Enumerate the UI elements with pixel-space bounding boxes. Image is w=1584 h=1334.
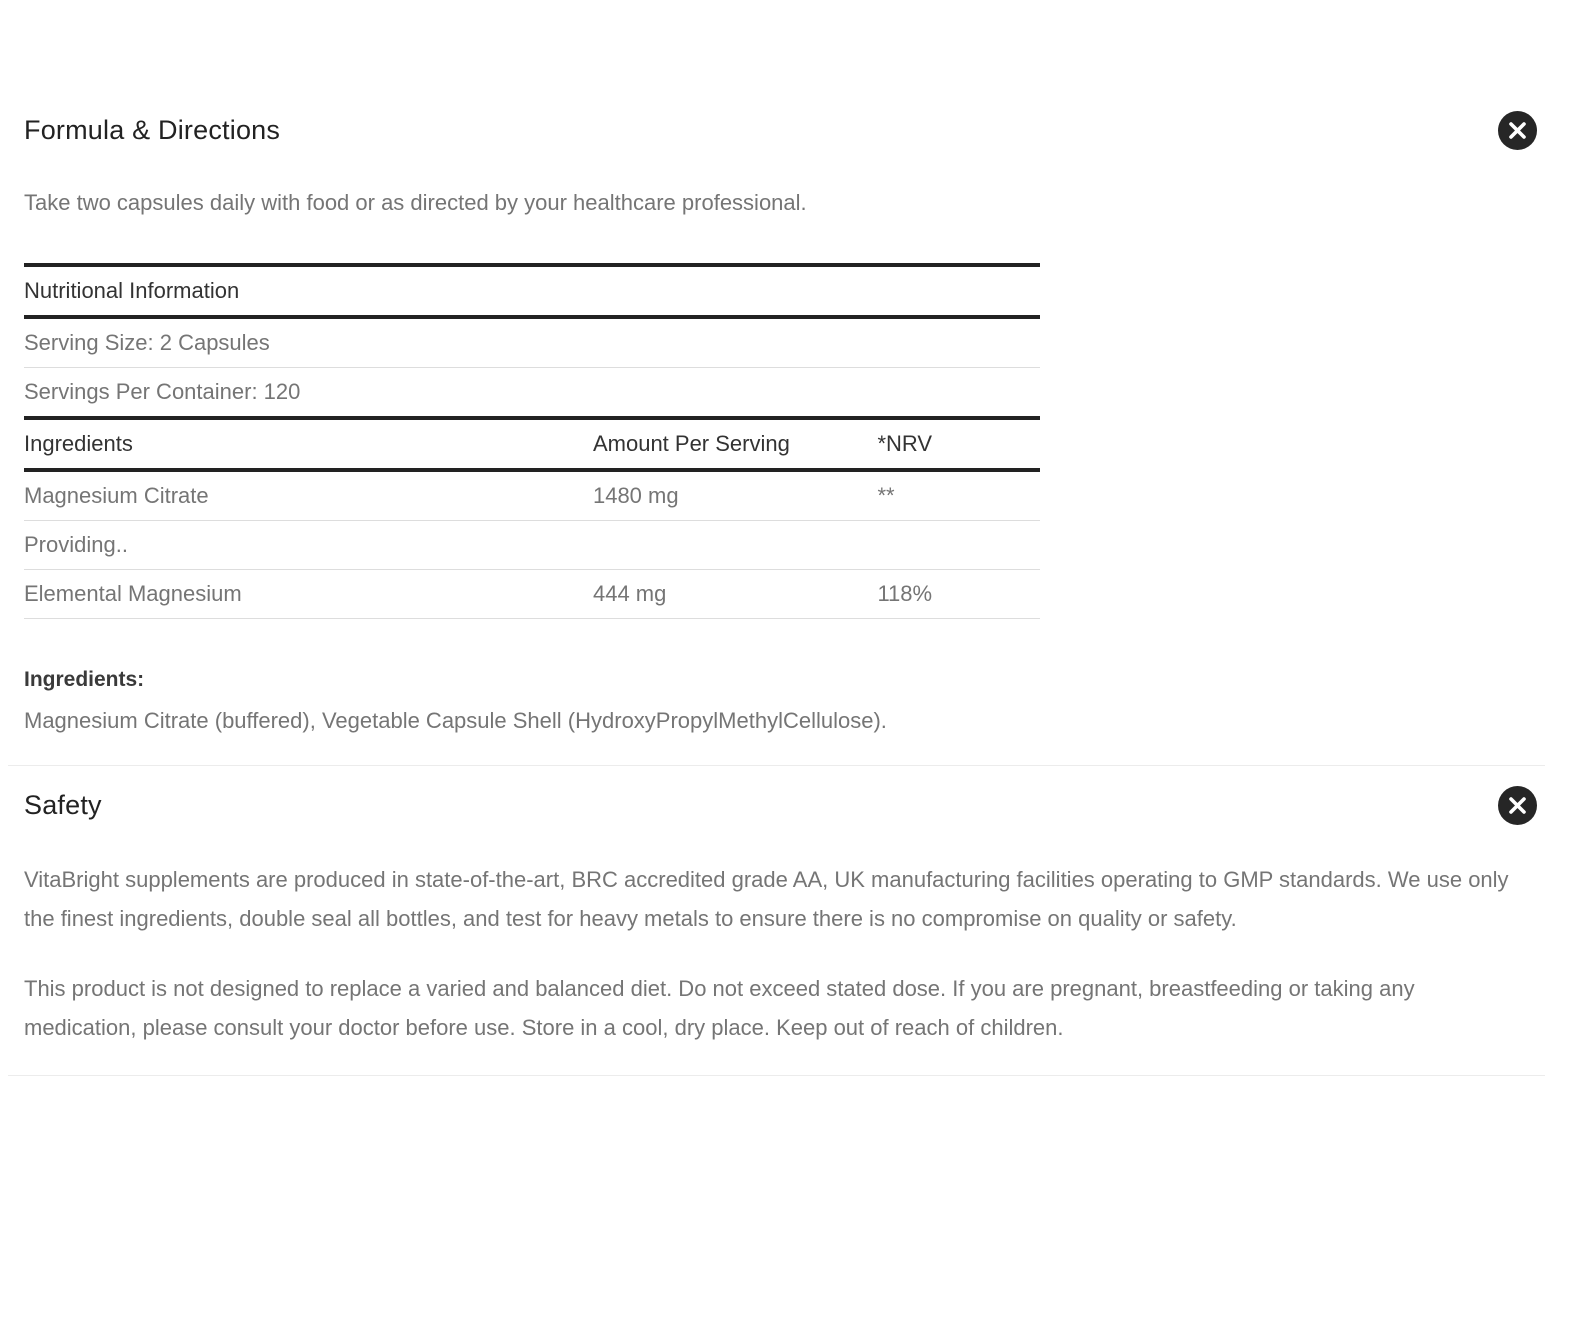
directions-text: Take two capsules daily with food or as directed by your healthcare professional. bbox=[24, 190, 807, 215]
ingredient-nrv: 118% bbox=[877, 580, 933, 606]
column-header-amount-per-serving: Amount Per Serving bbox=[592, 430, 790, 456]
serving-size-text: Serving Size: 2 Capsules bbox=[24, 329, 270, 355]
product-info-panel bbox=[0, 110, 1584, 1076]
column-header-nrv: *NRV bbox=[877, 430, 933, 456]
formula-directions-header bbox=[24, 110, 1537, 150]
ingredient-amount bbox=[593, 520, 877, 569]
servings-per-container-text: Servings Per Container: 120 bbox=[24, 378, 301, 404]
nutrition-table bbox=[24, 263, 1040, 619]
table-row bbox=[24, 569, 1040, 618]
ingredient-name: Providing.. bbox=[24, 531, 128, 557]
safety-header bbox=[24, 785, 1537, 825]
serving-size-row bbox=[24, 317, 1040, 368]
table-row bbox=[24, 470, 1040, 521]
safety-close-button[interactable] bbox=[1498, 786, 1537, 825]
nutrition-table-title: Nutritional Information bbox=[24, 277, 240, 303]
section-divider bbox=[8, 765, 1545, 766]
ingredients-text: Magnesium Citrate (buffered), Vegetable Capsule Shell (HydroxyPropylMethylCellulose). bbox=[24, 707, 887, 733]
formula-directions-close-button[interactable] bbox=[1498, 111, 1537, 150]
ingredient-nrv bbox=[877, 520, 1040, 569]
formula-directions-title: Formula & Directions bbox=[24, 114, 281, 145]
table-row bbox=[24, 520, 1040, 569]
nutrition-table-column-header-row bbox=[24, 418, 1040, 470]
safety-paragraph: VitaBright supplements are produced in state-of-the-art, BRC accredited grade AA, UK manufacturing facilities operating to GMP standards. We use only the finest ingredients, double seal all bottles, and test for heavy metals to ensure there is no compromise on quality or safety. bbox=[24, 867, 1509, 931]
close-icon bbox=[1508, 121, 1527, 140]
column-header-ingredients: Ingredients bbox=[24, 430, 133, 456]
close-icon bbox=[1508, 796, 1527, 815]
ingredient-amount: 444 mg bbox=[592, 580, 667, 606]
nutrition-table-title-row bbox=[24, 265, 1040, 317]
ingredient-name: Magnesium Citrate bbox=[24, 482, 209, 508]
ingredient-nrv: ** bbox=[877, 482, 895, 508]
section-divider bbox=[8, 1075, 1545, 1076]
ingredient-name: Elemental Magnesium bbox=[24, 580, 242, 606]
servings-per-container-row bbox=[24, 367, 1040, 418]
safety-paragraph: This product is not designed to replace a varied and balanced diet. Do not exceed stated dose. If you are pregnant, breastfeeding or taking any medication, please consult your doctor before use. Store in a cool, dry place. Keep out of reach of children. bbox=[24, 976, 1415, 1040]
ingredient-amount: 1480 mg bbox=[592, 482, 679, 508]
safety-title: Safety bbox=[24, 789, 102, 820]
ingredients-label: Ingredients: bbox=[24, 667, 145, 691]
